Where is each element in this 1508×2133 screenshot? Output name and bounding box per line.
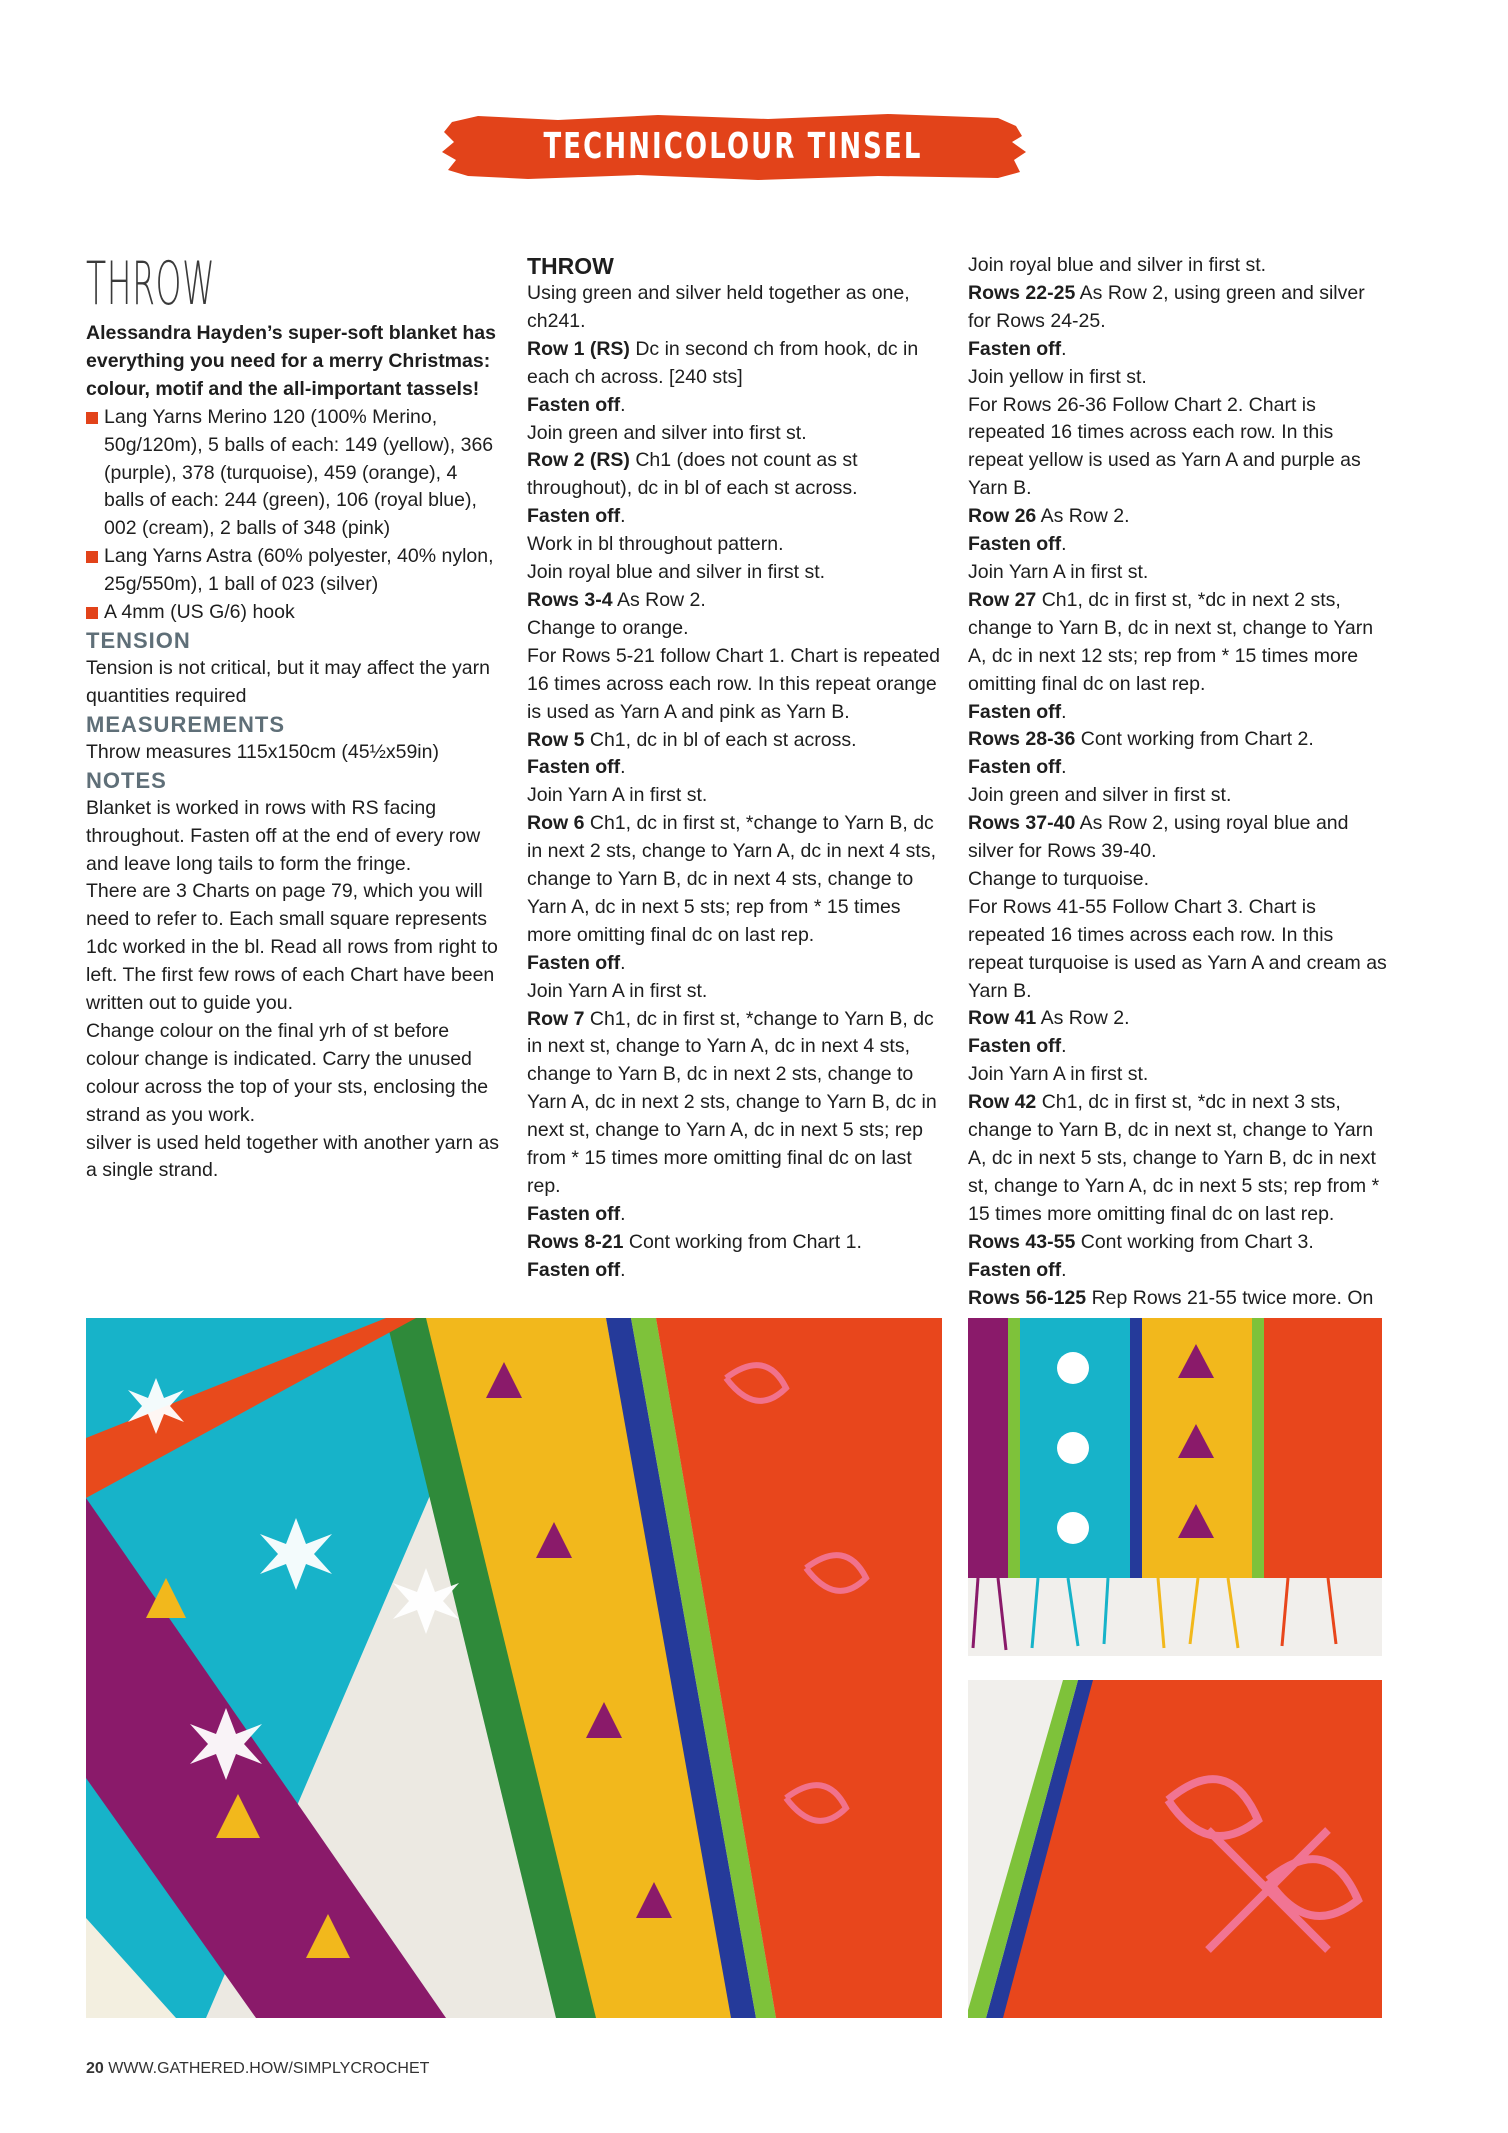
instruction-line: Rows 8-21 Cont working from Chart 1. (527, 1230, 862, 1253)
instruction-line: Row 26 As Row 2. (968, 505, 1130, 528)
blanket-photo-fringe (968, 1318, 1382, 1656)
tension-heading: TENSION (86, 627, 191, 653)
instruction-line: Join green and silver in first st. (968, 784, 1232, 807)
instruction-line: Row 27 Ch1, dc in first st, *dc in next 2 sts, change to Yarn B, dc in next st, change to Yarn A, dc in next 12 sts; rep from * 15 times more omitting final dc on last rep. (968, 588, 1374, 695)
instruction-line: Fasten off. (527, 1258, 626, 1281)
fringe-stripes-illustration (968, 1318, 1382, 1656)
list-item: Lang Yarns Merino 120 (100% Merino, 50g/120m), 5 balls of each: 149 (yellow), 366 (purple), 378 (turquoise), 459 (orange), 4 balls of each: 244 (green), 106 (royal blue), 002 (cream), 2 balls of 348 (pink) (86, 404, 500, 544)
instruction-line: Join Yarn A in first st. (968, 560, 1149, 583)
measurements-heading: MEASUREMENTS (86, 711, 286, 737)
instruction-line: Fasten off. (527, 951, 626, 974)
instruction-line: Join yellow in first st. (968, 365, 1147, 388)
instruction-line: Row 1 (RS) Dc in second ch from hook, dc in each ch across. [240 sts] (527, 337, 919, 388)
instruction-line: Fasten off. (968, 1035, 1067, 1058)
instruction-line: Rows 3-4 As Row 2. (527, 588, 706, 611)
instruction-line: Fasten off. (968, 1258, 1067, 1281)
instruction-line: Change to orange. (527, 616, 689, 639)
instruction-line: Rows 43-55 Cont working from Chart 3. (968, 1230, 1314, 1253)
instruction-line: Rows 28-36 Cont working from Chart 2. (968, 728, 1314, 751)
instruction-line: Row 7 Ch1, dc in first st, *change to Yarn B, dc in next st, change to Yarn A, dc in next 4 sts, change to Yarn B, dc in next 2 sts, change to Yarn A, dc in next 2 sts, change to Yarn B, dc in next st, change to Yarn A, dc in next 5 sts; rep from * 15 times more omitting final dc on last rep. (527, 1007, 937, 1197)
instruction-line: Join Yarn A in first st. (527, 784, 708, 807)
notes-heading: NOTES (86, 767, 167, 793)
instruction-line: Fasten off. (968, 533, 1067, 556)
blanket-photo-main (86, 1318, 942, 2018)
instruction-line: Join Yarn A in first st. (968, 1063, 1149, 1086)
list-item: A 4mm (US G/6) hook (86, 599, 500, 627)
instruction-line: For Rows 41-55 Follow Chart 3. Chart is repeated 16 times across each row. In this repeat turquoise is used as Yarn A and cream as Yarn B. (968, 895, 1387, 1002)
instruction-line: Using green and silver held together as one, ch241. (527, 282, 910, 332)
tension-text: Tension is not critical, but it may affect the yarn quantities required (86, 656, 490, 707)
intro-column (86, 249, 500, 1185)
instruction-line: Fasten off. (527, 1202, 626, 1225)
title-banner (438, 112, 1028, 237)
notes-paragraph: silver is used held together with another yarn as a single strand. (86, 1131, 499, 1182)
notes-paragraph: Change colour on the final yrh of st before colour change is indicated. Carry the unused colour across the top of your sts, enclosing the strand as you work. (86, 1019, 489, 1126)
instruction-line: Join Yarn A in first st. (527, 979, 708, 1002)
measurements-text: Throw measures 115x150cm (45½x59in) (86, 740, 439, 763)
instruction-line: Change to turquoise. (968, 867, 1150, 890)
instruction-line: Row 5 Ch1, dc in bl of each st across. (527, 728, 857, 751)
page-footer (86, 2060, 429, 2078)
instruction-line: Fasten off. (527, 505, 626, 528)
instruction-line: Fasten off. (968, 700, 1067, 723)
page-number: 20 (86, 2060, 104, 2077)
instruction-lines (527, 280, 947, 1285)
notes-paragraph: Blanket is worked in rows with RS facing throughout. Fasten off at the end of every row and leave long tails to form the fringe. (86, 796, 481, 875)
instruction-line: Fasten off. (527, 393, 626, 416)
instruction-line: For Rows 26-36 Follow Chart 2. Chart is repeated 16 times across each row. In this repeat yellow is used as Yarn A and purple as Yarn B. (968, 393, 1361, 500)
bullet-square-icon (86, 412, 98, 424)
instruction-line: Fasten off. (527, 756, 626, 779)
blanket-photo-closeup (968, 1680, 1382, 2018)
footer-url: WWW.GATHERED.HOW/SIMPLYCROCHET (108, 2060, 430, 2077)
list-item: Lang Yarns Astra (60% polyester, 40% nylon, 25g/550m), 1 ball of 023 (silver) (86, 543, 500, 599)
pattern-title: THROW (86, 249, 216, 319)
blanket-stripes-illustration (86, 1318, 942, 2018)
instruction-line: Join royal blue and silver in first st. (968, 254, 1267, 276)
instructions-column-2 (968, 252, 1388, 1312)
instruction-line: Row 41 As Row 2. (968, 1007, 1130, 1030)
materials-list (86, 404, 500, 627)
instruction-line: For Rows 5-21 follow Chart 1. Chart is repeated 16 times across each row. In this repeat orange is used as Yarn A and pink as Yarn B. (527, 644, 940, 723)
instruction-line: Row 42 Ch1, dc in first st, *dc in next 3 sts, change to Yarn B, dc in next st, change to Yarn A, dc in next 5 sts, change to Yarn B, dc in next st, change to Yarn A, dc in next 5 sts; rep from * 15 times more omitting final dc on last rep. (968, 1091, 1380, 1225)
bullet-square-icon (86, 607, 98, 619)
banner-title: TECHNICOLOUR TINSEL COLLECTION (543, 126, 923, 237)
section-heading: THROW (527, 253, 614, 279)
instruction-line: Work in bl throughout pattern. (527, 533, 784, 556)
instruction-line: Fasten off. (968, 337, 1067, 360)
instruction-line: Join royal blue and silver in first st. (527, 561, 826, 584)
instruction-line: Row 6 Ch1, dc in first st, *change to Yarn B, dc in next 2 sts, change to Yarn A, dc in next 4 sts, change to Yarn B, dc in next 4 sts, change to Yarn A, dc in next 5 sts; rep from * 15 times more omitting final dc on last rep. (527, 812, 937, 946)
notes-paragraph: There are 3 Charts on page 79, which you will need to refer to. Each small square represents 1dc worked in the bl. Read all rows from right to left. The first few rows of each Chart have been written out to guide you. (86, 880, 498, 1015)
instruction-line: Row 2 (RS) Ch1 (does not count as st throughout), dc in bl of each st across. (527, 449, 858, 500)
closeup-illustration (968, 1680, 1382, 2018)
instruction-line: Rows 22-25 As Row 2, using green and silver for Rows 24-25. (968, 281, 1365, 332)
instruction-line: Fasten off. (968, 756, 1067, 779)
instructions-column-1 (527, 252, 947, 1285)
instruction-line: Rows 56-125 Rep Rows 21-55 twice more. On (968, 1286, 1374, 1309)
instruction-line: Rows 37-40 As Row 2, using royal blue and silver for Rows 39-40. (968, 812, 1349, 863)
instruction-lines (968, 252, 1388, 1312)
lede-text: Alessandra Hayden’s super-soft blanket has everything you need for a merry Christmas: colour, motif and the all-important tassels! (86, 322, 496, 400)
instruction-line: Join green and silver into first st. (527, 421, 807, 444)
bullet-square-icon (86, 551, 98, 563)
